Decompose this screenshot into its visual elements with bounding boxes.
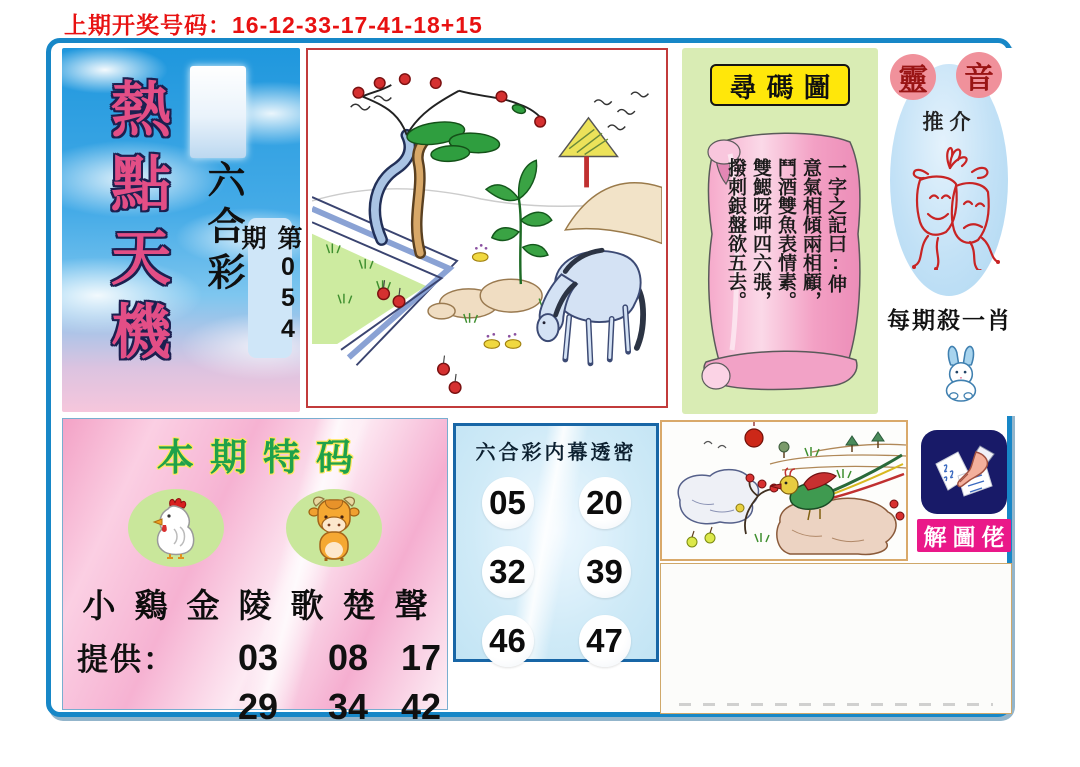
rooster-icon <box>150 497 202 559</box>
issue-number: 第054期 <box>238 225 302 346</box>
number-ball: 47 <box>579 615 631 667</box>
seek-code-panel <box>682 48 878 414</box>
provide-number: 08 <box>327 637 369 678</box>
provide-number: 17 <box>400 637 442 678</box>
number-ball: 39 <box>579 546 631 598</box>
scroll-poem <box>718 158 848 386</box>
seek-code-title: 尋碼圖 <box>729 72 841 103</box>
kill-zodiac-line: 每期殺一肖 <box>887 307 1012 333</box>
hand-pages-icon <box>932 442 996 502</box>
insider-title: 六合彩内幕透密 <box>475 442 637 464</box>
zodiac-ox-badge <box>286 489 382 567</box>
decoder-icon-button[interactable] <box>921 430 1007 514</box>
puzzle-drawing <box>312 54 662 402</box>
insider-number-grid <box>473 477 639 667</box>
number-ball: 46 <box>482 615 534 667</box>
number-ball: 20 <box>579 477 631 529</box>
provide-number: 03 <box>237 637 279 678</box>
bird-drawing <box>662 422 906 559</box>
recommend-label: 推介 <box>922 111 977 134</box>
recommend-panel <box>884 48 1015 416</box>
brand-char-1: 靈 <box>890 54 936 100</box>
faint-print-line <box>679 703 993 706</box>
special-number-panel <box>62 418 448 727</box>
last-draw-numbers: 上期开奖号码：16-12-33-17-41-18+15 <box>64 12 483 38</box>
scroll-graphic-wrap <box>690 124 870 406</box>
tip-phrase: 小鷄金陵歌楚聲 <box>82 587 447 624</box>
bird-drawing-panel <box>660 420 908 561</box>
poem-line: 鬥酒雙魚表情素。 <box>775 158 796 310</box>
number-ball: 32 <box>482 546 534 598</box>
issue-number-box <box>238 218 302 358</box>
provide-row-2 <box>63 686 447 728</box>
zodiac-rooster-badge <box>128 489 224 567</box>
notes-panel <box>660 563 1012 714</box>
sheet-title: 熱點天機 <box>103 78 170 374</box>
theater-masks-icon <box>898 134 1002 270</box>
provide-row-1 <box>63 634 447 679</box>
decoder-button[interactable] <box>916 430 1012 552</box>
poem-line: 一字之記曰:伸 <box>825 158 846 293</box>
special-number-title: 本期特码 <box>157 437 369 478</box>
poem-line: 雙鰓呀呷四六張， <box>750 158 771 310</box>
zodiac-row <box>63 489 447 567</box>
blank-card <box>190 66 246 158</box>
decoder-label[interactable]: 解圖佬 <box>917 519 1011 552</box>
poem-line: 撥刺銀盤欲五去。 <box>725 158 746 310</box>
seek-code-header <box>710 64 850 106</box>
hot-tips-panel <box>62 48 300 412</box>
ox-icon <box>306 494 362 562</box>
puzzle-drawing-panel <box>306 48 668 408</box>
provide-label: 提供： <box>77 642 176 677</box>
provide-number: 34 <box>327 686 369 727</box>
provide-number: 42 <box>400 686 442 727</box>
lottery-name: 六合彩 <box>201 160 243 298</box>
rabbit-icon <box>936 338 988 402</box>
insider-numbers-panel <box>453 423 659 662</box>
number-ball: 05 <box>482 477 534 529</box>
brand-char-2: 音 <box>956 52 1002 98</box>
provide-number: 29 <box>237 686 279 727</box>
poem-line: 意氣相傾兩相顧， <box>800 158 821 310</box>
